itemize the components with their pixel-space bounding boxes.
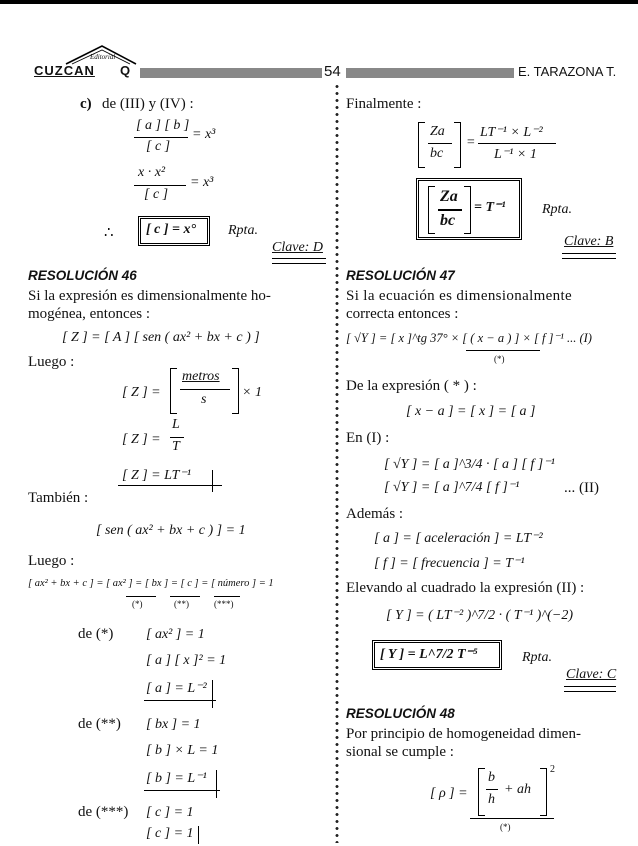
box2-num: Za bbox=[440, 188, 458, 205]
eq47-underline bbox=[466, 350, 540, 351]
box2-bar bbox=[438, 209, 462, 211]
clave-d: Clave: D bbox=[272, 240, 323, 255]
rho-plus: + ah bbox=[504, 782, 531, 797]
p48-line1: Por principio de homogeneidad dimen- bbox=[346, 726, 581, 742]
clave-d-rule bbox=[272, 258, 326, 264]
tag-star-3: (***) bbox=[214, 599, 234, 609]
resolucion-46-heading: RESOLUCIÓN 46 bbox=[28, 268, 137, 283]
box2-bracket-left bbox=[428, 186, 435, 234]
fa-num: Za bbox=[430, 124, 445, 139]
long-eq-under1 bbox=[126, 596, 156, 597]
publisher-logo bbox=[32, 44, 140, 80]
resolucion-47-heading: RESOLUCIÓN 47 bbox=[346, 268, 455, 283]
rho-lhs: [ ρ ] = bbox=[430, 786, 468, 801]
item-c-label: c) bbox=[80, 96, 92, 112]
logo-small-text: Editorial bbox=[90, 53, 116, 61]
y3-eq: [ Y ] = ( LT⁻² )^7/2 · ( T⁻¹ )^(−2) bbox=[386, 608, 574, 623]
de3-a: [ c ] = 1 bbox=[146, 805, 194, 820]
long-eq: [ ax² + bx + c ] = [ ax² ] = [ bx ] = [ c ] = [ número ] = 1 bbox=[28, 578, 274, 589]
fa-rbar bbox=[478, 143, 556, 144]
top-rule bbox=[0, 0, 638, 4]
de1-c: [ a ] = L⁻² bbox=[146, 681, 207, 696]
z1-lhs: [ Z ] = bbox=[122, 385, 161, 400]
frac2-rhs: = x³ bbox=[190, 175, 214, 190]
de-expresion: De la expresión ( * ) : bbox=[346, 378, 477, 394]
column-separator bbox=[335, 83, 339, 843]
rho-exponent: 2 bbox=[550, 764, 555, 775]
finalmente: Finalmente : bbox=[346, 96, 422, 112]
answer-c: [ c ] = x° bbox=[146, 222, 197, 237]
z1-rhs: × 1 bbox=[242, 385, 262, 400]
p47-line1: Si la ecuación es dimensionalmente bbox=[346, 288, 573, 304]
frac2-num: x · x² bbox=[138, 165, 166, 180]
p47-line2: correcta entonces : bbox=[346, 306, 459, 322]
author-name: E. TARAZONA T. bbox=[518, 64, 617, 79]
sen-eq: [ sen ( ax² + bx + c ) ] = 1 bbox=[96, 523, 246, 538]
fa-den: bc bbox=[430, 146, 444, 161]
rpta-label-2: Rpta. bbox=[542, 202, 572, 217]
de2-b: [ b ] × L = 1 bbox=[146, 743, 219, 758]
de1-a: [ ax² ] = 1 bbox=[146, 627, 205, 642]
logo-text: CUZCAN bbox=[34, 63, 95, 78]
fa-bracket-right bbox=[454, 122, 461, 168]
de1-label: de (*) bbox=[78, 626, 114, 642]
de3-b: [ c ] = 1 bbox=[146, 826, 194, 841]
rho-tag: (*) bbox=[500, 822, 511, 832]
z3-tick bbox=[212, 470, 213, 492]
box2-bracket-right bbox=[464, 186, 471, 234]
frac1-den: [ c ] bbox=[146, 139, 171, 154]
frac1-rhs: = x³ bbox=[192, 127, 216, 142]
rpta-label-3: Rpta. bbox=[522, 650, 552, 665]
therefore-symbol: ∴ bbox=[104, 225, 114, 241]
y2-tag: ... (II) bbox=[564, 480, 599, 496]
elevando: Elevando al cuadrado la expresión (II) : bbox=[346, 580, 585, 596]
fa-rnum: LT⁻¹ × L⁻² bbox=[480, 125, 543, 140]
xa-eq: [ x − a ] = [ x ] = [ a ] bbox=[406, 404, 536, 419]
de2-a: [ bx ] = 1 bbox=[146, 717, 201, 732]
z1-bracket-left bbox=[170, 368, 177, 414]
z1-num: metros bbox=[182, 369, 220, 384]
z3-underline bbox=[118, 485, 222, 486]
rho-bracket-right bbox=[540, 768, 547, 816]
z1-den: s bbox=[201, 392, 207, 407]
clave-b: Clave: B bbox=[564, 234, 614, 249]
resolucion-48-heading: RESOLUCIÓN 48 bbox=[346, 706, 455, 721]
answer-y: [ Y ] = L^7/2 T⁻⁵ bbox=[380, 647, 478, 662]
de1-c-tick bbox=[212, 680, 213, 708]
rho-underline bbox=[470, 818, 554, 819]
fa-eq: = bbox=[466, 135, 476, 150]
z2-den: T bbox=[172, 439, 180, 454]
luego-1: Luego : bbox=[28, 354, 75, 370]
logo-q: Q bbox=[120, 63, 132, 78]
rho-bracket-left bbox=[478, 768, 485, 816]
tag-star-2: (**) bbox=[174, 599, 189, 609]
long-eq-under3 bbox=[214, 596, 240, 597]
ademas: Además : bbox=[346, 506, 404, 522]
z2-lhs: [ Z ] = bbox=[122, 432, 161, 447]
z1-bar bbox=[180, 389, 230, 390]
de1-c-underline bbox=[144, 700, 216, 701]
fa-bar bbox=[428, 143, 452, 144]
item-c-text: de (III) y (IV) : bbox=[102, 96, 194, 112]
frac1-num: [ a ] [ b ] bbox=[136, 118, 190, 133]
clave-c-rule bbox=[564, 686, 616, 692]
luego-2: Luego : bbox=[28, 553, 75, 569]
de2-c-underline bbox=[144, 790, 220, 791]
frac2-bar bbox=[134, 185, 186, 186]
rho-bar bbox=[486, 789, 498, 790]
aceleracion-eq: [ a ] = [ aceleración ] = LT⁻² bbox=[374, 531, 543, 546]
frecuencia-eq: [ f ] = [ frecuencia ] = T⁻¹ bbox=[374, 556, 525, 571]
clave-c: Clave: C bbox=[566, 667, 617, 682]
de2-c-tick bbox=[216, 770, 217, 798]
tag-star-1: (*) bbox=[132, 599, 143, 609]
z2-bar bbox=[170, 437, 184, 438]
z1-bracket-right bbox=[232, 368, 239, 414]
eq47: [ √Y ] = [ x ]^tg 37° × [ ( x − a ) ] × [ f ]⁻¹ ... (I) bbox=[346, 331, 592, 345]
fa-rden: L⁻¹ × 1 bbox=[494, 147, 537, 162]
de1-b: [ a ] [ x ]² = 1 bbox=[146, 653, 227, 668]
tambien: También : bbox=[28, 490, 89, 506]
frac1-bar bbox=[134, 137, 188, 138]
eq46-1: [ Z ] = [ A ] [ sen ( ax² + bx + c ) ] bbox=[62, 330, 260, 345]
z3: [ Z ] = LT⁻¹ bbox=[122, 468, 192, 483]
box2-rhs: = T⁻¹ bbox=[474, 200, 506, 215]
de3-label: de (***) bbox=[78, 804, 129, 820]
de2-c: [ b ] = L⁻¹ bbox=[146, 771, 207, 786]
rho-den: h bbox=[488, 792, 495, 807]
long-eq-under2 bbox=[170, 596, 200, 597]
z2-num: L bbox=[172, 417, 180, 432]
header-band-right bbox=[346, 68, 514, 78]
clave-b-rule bbox=[562, 253, 616, 259]
y1-eq: [ √Y ] = [ a ]^3/4 · [ a ] [ f ]⁻¹ bbox=[384, 457, 555, 472]
fa-bracket-left bbox=[418, 122, 425, 168]
box2-den: bc bbox=[440, 212, 456, 229]
p46-line1: Si la expresión es dimensionalmente ho- bbox=[28, 288, 271, 304]
header-band-left bbox=[140, 68, 322, 78]
de2-label: de (**) bbox=[78, 716, 121, 732]
frac2-den: [ c ] bbox=[144, 187, 169, 202]
eq47-tag: (*) bbox=[494, 354, 505, 364]
de3-b-tick bbox=[198, 826, 199, 844]
page-number: 54 bbox=[324, 63, 341, 80]
rho-num: b bbox=[488, 770, 495, 785]
rpta-label-1: Rpta. bbox=[228, 223, 258, 238]
p46-line2: mogénea, entonces : bbox=[28, 306, 151, 322]
en-i: En (I) : bbox=[346, 430, 390, 446]
p48-line2: sional se cumple : bbox=[346, 744, 454, 760]
y2-eq: [ √Y ] = [ a ]^7/4 [ f ]⁻¹ bbox=[384, 480, 520, 495]
